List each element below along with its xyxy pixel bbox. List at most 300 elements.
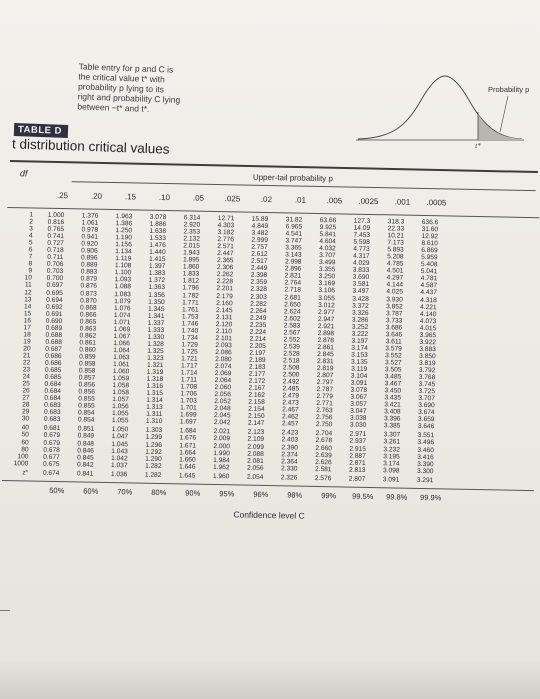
table-title: t distribution critical values [11, 136, 170, 157]
critical-value-cell: 0.856 [78, 388, 96, 396]
critical-value-cell: 2.365 [216, 257, 234, 265]
critical-value-cell: 2.359 [250, 279, 268, 287]
critical-value-cell: 0.842 [76, 461, 94, 469]
critical-value-cell: 2.015 [183, 242, 200, 250]
margin-mark [0, 610, 10, 611]
critical-value-cell: 2.374 [281, 450, 298, 459]
probability-label: Probability p [488, 85, 530, 94]
critical-value-cell: 0.873 [80, 289, 97, 298]
critical-value-cell: 3.690 [352, 274, 370, 282]
critical-value-cell: 3.091 [350, 379, 368, 388]
critical-value-cell: 2.353 [183, 228, 201, 236]
critical-value-cell: 1.296 [145, 441, 163, 449]
critical-value-cell: 3.965 [419, 331, 437, 339]
df-cell: 17 [23, 324, 32, 332]
probability-column-header: .0005 [426, 198, 447, 208]
critical-value-cell: 3.078 [149, 213, 167, 222]
critical-value-cell: 0.866 [79, 311, 97, 319]
critical-value-cell: 1.299 [145, 434, 163, 442]
critical-value-cell: 1.100 [114, 269, 132, 277]
critical-value-cell: 1.060 [112, 368, 130, 376]
critical-value-cell: 3.307 [383, 431, 401, 439]
critical-value-cell: 5.041 [420, 268, 438, 276]
critical-value-cell: 3.091 [382, 475, 400, 484]
critical-value-cell: 2.624 [283, 307, 301, 316]
critical-value-cell: 5.841 [319, 231, 337, 239]
critical-value-cell: 2.650 [284, 300, 301, 309]
df-cell: 6 [28, 246, 33, 254]
df-cell: 1000 [13, 459, 29, 468]
critical-value-cell: 3.030 [349, 421, 367, 430]
critical-value-cell: 2.205 [249, 342, 266, 350]
critical-value-cell: 2.492 [282, 378, 300, 386]
critical-value-cell: 0.862 [79, 332, 97, 340]
critical-value-cell: 0.978 [81, 226, 99, 234]
critical-value-cell: 0.896 [80, 254, 98, 263]
critical-value-cell: 0.697 [46, 282, 64, 290]
critical-value-cell: 3.707 [319, 252, 336, 260]
critical-value-cell: 2.763 [316, 407, 333, 415]
critical-value-cell: 1.313 [146, 403, 163, 412]
confidence-level: 99.9% [420, 492, 442, 503]
critical-value-cell: 3.552 [385, 352, 402, 360]
critical-value-cell: 1.190 [115, 234, 132, 242]
critical-value-cell: 2.757 [251, 243, 268, 252]
critical-value-cell: 0.883 [80, 268, 98, 277]
critical-value-cell: 3.067 [350, 393, 367, 402]
critical-value-cell: 3.611 [385, 338, 402, 346]
critical-value-cell: 0.861 [79, 339, 96, 347]
critical-value-cell: 1.533 [149, 234, 166, 243]
critical-value-cell: 1.990 [213, 449, 230, 457]
critical-value-cell: 12.92 [421, 233, 439, 241]
critical-value-cell: 0.857 [78, 374, 96, 382]
critical-value-cell: 0.683 [43, 416, 61, 424]
critical-value-cell: 2.750 [315, 421, 333, 429]
critical-value-cell: 3.460 [417, 446, 434, 454]
critical-value-cell: 1.315 [146, 389, 164, 398]
critical-value-cell: 0.870 [80, 296, 97, 305]
critical-value-cell: 31.82 [285, 216, 303, 224]
confidence-level: 98% [287, 490, 303, 500]
df-cell: 50 [21, 431, 29, 439]
critical-value-cell: 2.612 [251, 250, 268, 259]
critical-value-cell: 1.796 [182, 284, 200, 293]
critical-value-cell: 0.849 [77, 432, 95, 441]
probability-column-header: .25 [56, 190, 69, 201]
confidence-row [2, 480, 534, 521]
critical-value-cell: 0.851 [77, 425, 95, 434]
critical-value-cell: 1.055 [111, 410, 129, 418]
critical-value-cell: 0.859 [79, 353, 96, 361]
critical-value-cell: 0.685 [44, 373, 62, 382]
critical-value-cell: 2.681 [284, 293, 301, 302]
critical-value-cell: 1.761 [181, 305, 199, 314]
df-cell: 23 [22, 366, 31, 374]
critical-value-cell: 2.462 [281, 413, 299, 421]
critical-value-cell: 0.684 [44, 387, 62, 396]
critical-value-cell: 1.771 [182, 298, 199, 307]
critical-value-cell: 2.021 [213, 428, 231, 436]
df-cell: 12 [24, 288, 32, 296]
critical-value-cell: 3.047 [350, 407, 367, 416]
critical-value-cell: 1.074 [113, 311, 131, 320]
critical-value-cell: 3.579 [385, 345, 402, 353]
critical-value-cell: 2.364 [281, 457, 298, 466]
critical-value-cell: 1.740 [181, 327, 199, 335]
critical-value-cell: 63.66 [319, 216, 337, 225]
caption-line: right and probability C lying [77, 91, 181, 105]
probability-column-header: .025 [224, 194, 241, 204]
critical-value-cell: 0.684 [44, 394, 61, 403]
df-cell: 1 [29, 211, 34, 219]
critical-value-cell: 2.060 [214, 384, 232, 392]
critical-value-cell: 2.821 [284, 272, 302, 281]
critical-value-cell: 1.088 [114, 283, 132, 291]
df-cell: 21 [22, 352, 31, 360]
critical-value-cell: 2.479 [282, 392, 299, 400]
tail-shading [478, 114, 522, 140]
critical-value-cell: 3.104 [350, 372, 368, 380]
critical-value-cell: 3.153 [351, 351, 368, 359]
critical-value-cell: 1.042 [111, 454, 128, 462]
caption-line: Table entry for p and C is [78, 61, 174, 75]
critical-value-cell: 3.450 [384, 387, 402, 395]
critical-value-cell: 8.610 [421, 240, 438, 248]
critical-value-cell: 1.886 [149, 220, 167, 229]
critical-value-cell: 2.861 [317, 343, 334, 352]
critical-value-cell: 2.201 [216, 285, 234, 293]
critical-value-cell: 1.050 [111, 426, 129, 434]
critical-value-cell: 636.6 [421, 218, 439, 227]
critical-value-cell: 0.691 [45, 310, 63, 318]
critical-value-cell: 0.684 [44, 380, 62, 389]
critical-value-cell: 1.318 [146, 375, 164, 384]
critical-value-cell: 2.045 [213, 412, 231, 420]
critical-value-cell: 0.765 [47, 225, 65, 234]
probability-column-header: .05 [192, 193, 205, 203]
critical-value-cell: 3.222 [351, 330, 369, 338]
probability-column-header: .001 [394, 197, 411, 207]
critical-value-cell: 2.326 [280, 473, 298, 482]
critical-value-cell: 2.937 [349, 438, 367, 446]
confidence-level: 95% [219, 488, 235, 499]
critical-value-cell: 15.89 [251, 215, 269, 224]
critical-value-cell: 1.895 [182, 256, 200, 264]
critical-value-cell: 4.541 [285, 230, 303, 238]
critical-value-cell: 1.386 [115, 220, 133, 228]
critical-value-cell: 0.679 [43, 432, 61, 440]
critical-value-cell: 1.943 [183, 249, 200, 257]
critical-value-cell: 3.057 [350, 400, 367, 409]
critical-value-cell: 3.833 [352, 266, 370, 275]
critical-value-cell: 0.858 [78, 367, 96, 375]
critical-value-cell: 2.473 [282, 399, 299, 407]
critical-value-cell: 2.282 [250, 300, 267, 308]
critical-value-cell: 2.485 [282, 385, 300, 393]
confidence-level: 70% [117, 486, 133, 497]
critical-value-cell: 0.863 [79, 325, 97, 333]
critical-value-cell: 1.043 [111, 447, 128, 455]
critical-value-cell: 3.291 [416, 476, 434, 484]
critical-value-cell: 1.058 [112, 382, 130, 390]
df-cell: 29 [21, 408, 30, 416]
critical-value-cell: 1.676 [179, 434, 197, 443]
critical-value-cell: 3.055 [318, 294, 335, 302]
critical-value-cell: 0.695 [46, 289, 63, 297]
critical-value-cell: 1.316 [146, 382, 164, 391]
critical-value-cell: 3.922 [419, 338, 437, 347]
critical-value-cell: 3.551 [417, 432, 435, 440]
critical-value-cell: 1.714 [180, 369, 198, 377]
critical-value-cell: 6.869 [421, 247, 438, 255]
confidence-level: 80% [151, 487, 167, 497]
critical-value-cell: 2.224 [249, 328, 267, 336]
df-cell: 3 [29, 225, 33, 233]
critical-value-cell: 2.819 [316, 364, 334, 373]
critical-value-cell: 4.785 [386, 260, 404, 268]
critical-value-cell: 2.264 [249, 307, 267, 315]
critical-value-cell: 0.703 [46, 268, 64, 276]
critical-value-cell: 3.355 [318, 266, 336, 274]
critical-value-cell: 0.865 [79, 318, 97, 326]
critical-value-cell: 1.282 [144, 471, 162, 479]
critical-value-cell: 2.915 [349, 445, 366, 453]
critical-value-cell: 7.453 [353, 231, 371, 240]
critical-value-cell: 2.120 [215, 320, 233, 329]
critical-value-cell: 2.056 [214, 391, 232, 399]
critical-value-cell: 3.499 [318, 259, 336, 267]
critical-value-cell: 3.174 [383, 459, 400, 468]
critical-value-cell: 0.706 [46, 261, 64, 269]
df-label: df [19, 168, 28, 179]
critical-value-cell: 0.687 [45, 345, 62, 353]
table-tag: TABLE D [14, 123, 68, 138]
t-distribution-diagram [350, 62, 530, 148]
critical-value-cell: 2.787 [316, 386, 334, 394]
critical-value-cell: 2.447 [217, 250, 234, 258]
critical-value-cell: 2.539 [283, 343, 300, 351]
df-cell: 7 [28, 253, 33, 261]
critical-value-cell: 3.135 [351, 358, 368, 366]
critical-value-cell: 1.703 [180, 397, 197, 405]
critical-value-cell: 5.893 [387, 246, 404, 254]
critical-value-cell: 3.659 [417, 416, 435, 424]
critical-value-cell: 3.106 [318, 287, 336, 295]
critical-value-cell: 3.300 [416, 467, 434, 475]
critical-value-cell: 1.066 [113, 339, 130, 348]
df-cell: 20 [23, 345, 31, 353]
critical-value-cell: 1.058 [112, 389, 130, 397]
critical-value-cell: 0.674 [42, 469, 60, 477]
df-cell: 28 [22, 401, 30, 409]
critical-value-cell: 1.321 [146, 361, 164, 370]
critical-value-cell: 2.403 [281, 436, 299, 445]
confidence-level: 99% [321, 490, 337, 501]
critical-value-cell: 2.998 [284, 258, 302, 266]
critical-value-cell: 4.025 [386, 288, 403, 297]
critical-value-cell: 2.086 [215, 348, 232, 357]
critical-value-cell: 2.920 [183, 221, 201, 229]
df-cell: 100 [17, 452, 29, 461]
critical-value-cell: 2.999 [251, 236, 268, 245]
df-cell: 27 [22, 394, 30, 402]
critical-value-cell: 4.318 [420, 296, 437, 304]
critical-value-cell: 3.505 [384, 366, 402, 374]
critical-value-cell: 5.208 [387, 253, 404, 261]
df-cell: 5 [28, 239, 33, 247]
critical-value-cell: 3.674 [418, 409, 435, 417]
critical-value-cell: 0.855 [78, 395, 95, 403]
critical-value-cell: 0.683 [44, 402, 61, 410]
critical-value-cell: 2.054 [246, 473, 264, 481]
critical-value-cell: 1.047 [111, 433, 129, 441]
critical-value-cell: 4.221 [420, 303, 437, 311]
critical-value-cell: 0.690 [45, 317, 63, 325]
df-cell: 25 [22, 380, 30, 388]
probability-column-header: .20 [90, 191, 103, 201]
critical-value-cell: 2.639 [315, 451, 332, 459]
df-cell: 18 [23, 331, 31, 339]
df-cell: 60 [21, 438, 29, 446]
critical-value-cell: 3.496 [417, 439, 435, 447]
critical-value-cell: 2.500 [282, 371, 300, 379]
critical-value-cell: 2.947 [317, 315, 335, 323]
critical-value-cell: 1.037 [110, 461, 128, 469]
critical-value-cell: 3.078 [350, 386, 368, 395]
critical-value-cell: 2.517 [250, 257, 268, 266]
critical-value-cell: 3.792 [418, 366, 436, 375]
critical-value-cell: 2.262 [216, 271, 234, 279]
critical-value-cell: 4.015 [419, 324, 437, 332]
critical-value-cell: 2.776 [217, 236, 234, 244]
critical-value-cell: 4.140 [419, 310, 437, 318]
confidence-level: 50% [49, 485, 65, 495]
critical-value-cell: 1.292 [145, 448, 162, 456]
critical-value-cell: 3.467 [384, 380, 402, 388]
critical-value-cell: 2.123 [247, 429, 265, 437]
critical-value-cell: 2.567 [283, 329, 301, 337]
critical-value-cell: 1.645 [178, 472, 196, 480]
critical-value-cell: 2.797 [316, 379, 334, 387]
critical-value-cell: 3.250 [318, 273, 336, 281]
critical-value-cell: 2.042 [213, 419, 231, 427]
critical-value-cell: 2.845 [317, 350, 334, 359]
critical-value-cell: 2.576 [314, 474, 332, 482]
critical-value-cell: 5.959 [421, 254, 438, 262]
critical-value-cell: 31.60 [421, 225, 439, 234]
critical-value-cell: 3.408 [384, 408, 401, 416]
critical-value-cell: 9.925 [319, 224, 337, 232]
critical-value-cell: 0.845 [77, 453, 94, 462]
critical-value-cell: 0.841 [76, 470, 94, 478]
t-table [2, 168, 540, 521]
critical-value-cell: 2.154 [248, 405, 265, 414]
critical-value-cell: 2.660 [315, 444, 332, 452]
critical-value-cell: 3.012 [318, 301, 335, 309]
critical-value-cell: 5.408 [420, 261, 438, 269]
critical-value-cell: 2.064 [214, 377, 232, 385]
critical-value-cell: 0.681 [43, 425, 61, 433]
critical-value-cell: 1.325 [147, 347, 164, 355]
critical-value-cell: 2.306 [216, 264, 234, 272]
critical-value-cell: 6.965 [285, 223, 303, 231]
df-cell: 30 [21, 415, 30, 423]
critical-value-cell: 3.581 [352, 281, 370, 289]
critical-value-cell: 0.675 [42, 460, 60, 468]
critical-value-cell: 1.684 [179, 427, 197, 436]
critical-value-cell: 0.941 [81, 233, 99, 241]
critical-value-cell: 1.079 [114, 297, 131, 305]
critical-value-cell: 0.848 [77, 439, 95, 448]
critical-value-cell: 1.725 [181, 348, 198, 356]
critical-value-cell: 2.214 [249, 335, 267, 343]
critical-value-cell: 2.080 [215, 355, 232, 364]
critical-value-cell: 2.099 [247, 443, 265, 451]
critical-value-cell: 4.297 [386, 274, 404, 282]
critical-value-cell: 0.711 [47, 254, 64, 262]
critical-value-cell: 3.725 [418, 388, 436, 396]
label-pointer [500, 96, 508, 132]
critical-value-cell: 3.098 [382, 466, 400, 475]
critical-value-cell: 3.850 [419, 352, 436, 361]
critical-values-table [2, 211, 447, 484]
critical-value-cell: 1.000 [47, 211, 65, 220]
critical-value-cell: 2.878 [317, 336, 335, 345]
critical-value-cell: 1.372 [148, 277, 166, 285]
critical-value-cell: 2.398 [250, 272, 268, 280]
critical-value-cell: 3.733 [385, 316, 403, 325]
critical-value-cell: 10.21 [387, 232, 405, 240]
df-cell: 24 [22, 373, 31, 381]
critical-value-cell: 4.437 [420, 289, 437, 297]
confidence-label: Confidence level C [233, 509, 305, 521]
table-caption [77, 61, 229, 116]
critical-value-cell: 1.660 [179, 455, 196, 464]
critical-value-cell: 3.197 [351, 337, 369, 345]
critical-value-cell: 2.831 [317, 357, 334, 366]
critical-value-cell: 2.101 [215, 334, 233, 343]
critical-value-cell: 2.871 [349, 459, 366, 467]
critical-value-cell: 3.174 [351, 344, 368, 352]
critical-value-cell: 1.108 [114, 262, 132, 270]
critical-value-cell: 0.846 [77, 446, 94, 455]
critical-value-cell: 2.423 [281, 429, 299, 438]
critical-value-cell: 1.059 [112, 375, 130, 383]
probability-column-header: .15 [124, 192, 137, 202]
critical-value-cell: 1.746 [181, 320, 199, 328]
critical-value-cell: 1.061 [112, 361, 130, 369]
critical-value-cell: 14.09 [353, 224, 371, 233]
critical-value-cell: 2.528 [283, 350, 300, 358]
critical-value-cell: 2.467 [282, 406, 299, 414]
df-cell: 10 [24, 274, 32, 282]
df-cell: 9 [28, 267, 33, 275]
critical-value-cell: 0.876 [80, 282, 98, 291]
critical-value-cell: 1.083 [114, 290, 131, 298]
critical-value-cell: 1.093 [114, 276, 132, 284]
critical-value-cell: 2.887 [349, 452, 366, 460]
critical-value-cell: 0.868 [80, 304, 97, 312]
critical-value-cell: 2.813 [348, 466, 366, 474]
critical-value-cell: 1.701 [180, 404, 197, 412]
critical-value-cell: 1.330 [147, 333, 165, 341]
df-cell: 19 [23, 338, 31, 346]
df-cell: 8 [28, 260, 33, 268]
critical-value-cell: 1.717 [180, 362, 198, 370]
critical-value-cell: 2.000 [213, 442, 231, 450]
critical-value-cell: 1.397 [148, 263, 166, 271]
